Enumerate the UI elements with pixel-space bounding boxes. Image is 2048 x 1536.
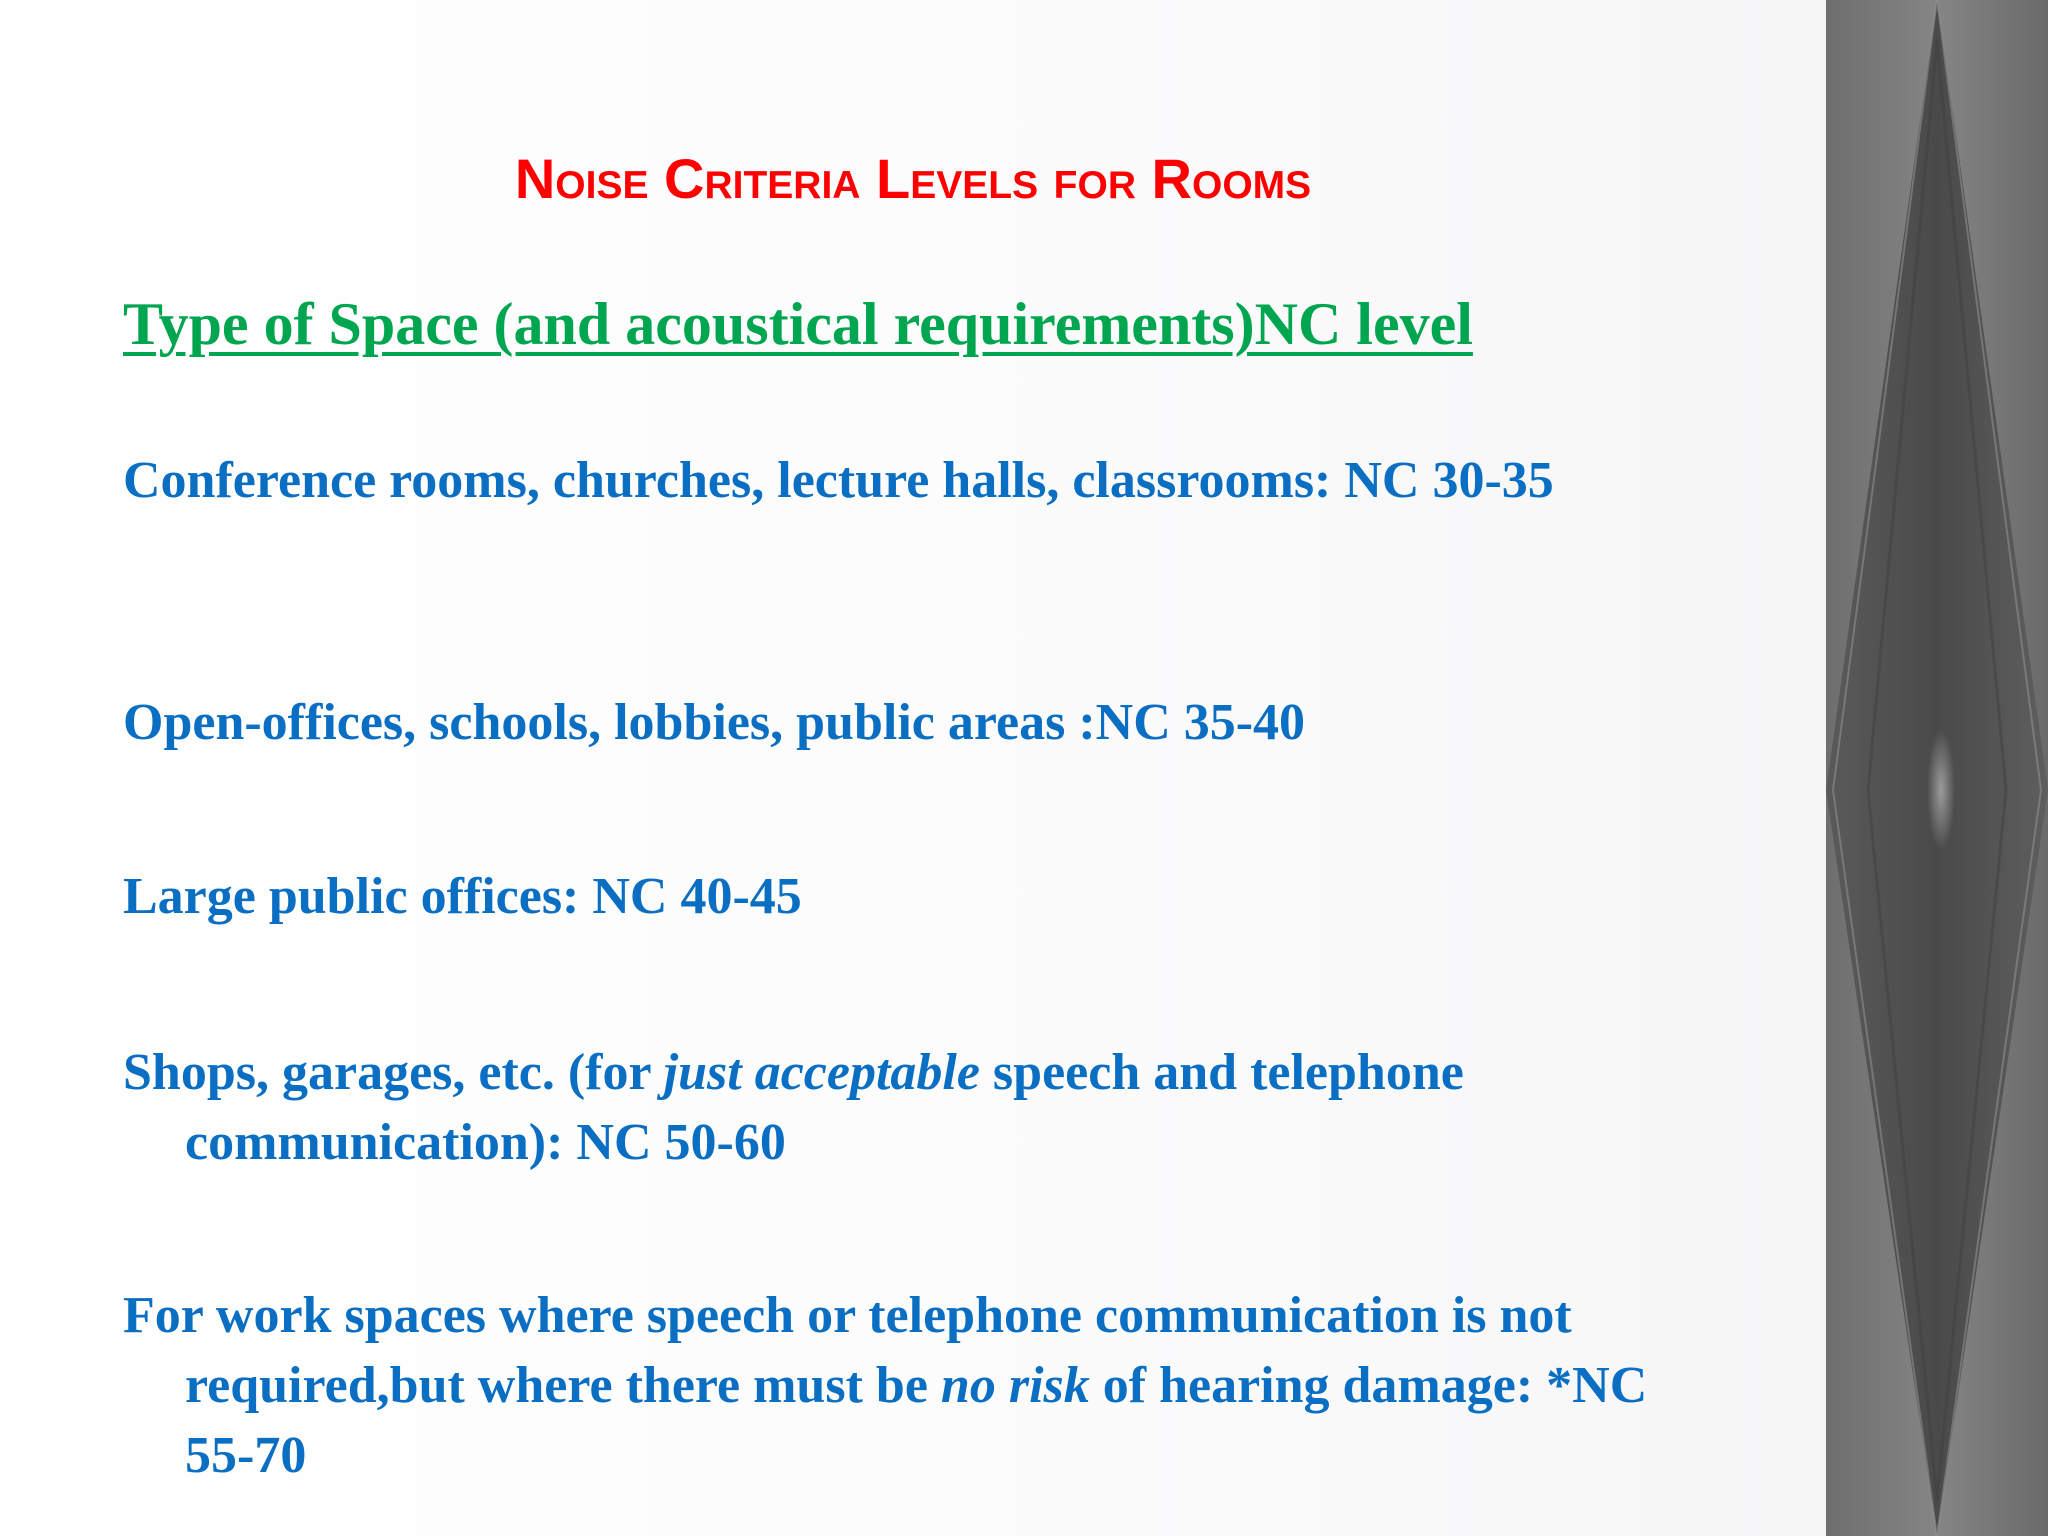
item-text-before: For work spaces where speech or telephone communication is not required,but where there must be (123, 1287, 1572, 1414)
item-text: Open-offices, schools, lobbies, public areas :NC 35-40 (123, 694, 1306, 751)
item-text: Large public offices: NC 40-45 (123, 868, 802, 925)
decorative-side-panel (1826, 0, 2048, 1536)
slide-title: Noise Criteria Levels for Rooms (514, 147, 1312, 210)
item-emphasis: just acceptable (663, 1044, 980, 1101)
list-item-work-spaces (123, 1281, 1703, 1491)
item-text-after: speech and telephone communication): NC 50-60 (185, 1044, 1464, 1171)
item-emphasis: no risk (940, 1357, 1090, 1414)
list-item-conference-rooms (123, 446, 1703, 516)
item-text-after: of hearing damage: *NC 55-70 (185, 1357, 1648, 1484)
list-item-open-offices (123, 688, 1703, 758)
list-item-shops-garages (123, 1038, 1703, 1178)
list-item-large-public-offices (123, 862, 1703, 932)
section-heading: Type of Space (and acoustical requirements)NC level (123, 291, 1473, 357)
decorative-diamond-graphic (1826, 0, 2048, 1536)
item-text: Conference rooms, churches, lecture halls, classrooms: NC 30-35 (123, 452, 1554, 509)
item-text-before: Shops, garages, etc. (for (123, 1044, 664, 1101)
